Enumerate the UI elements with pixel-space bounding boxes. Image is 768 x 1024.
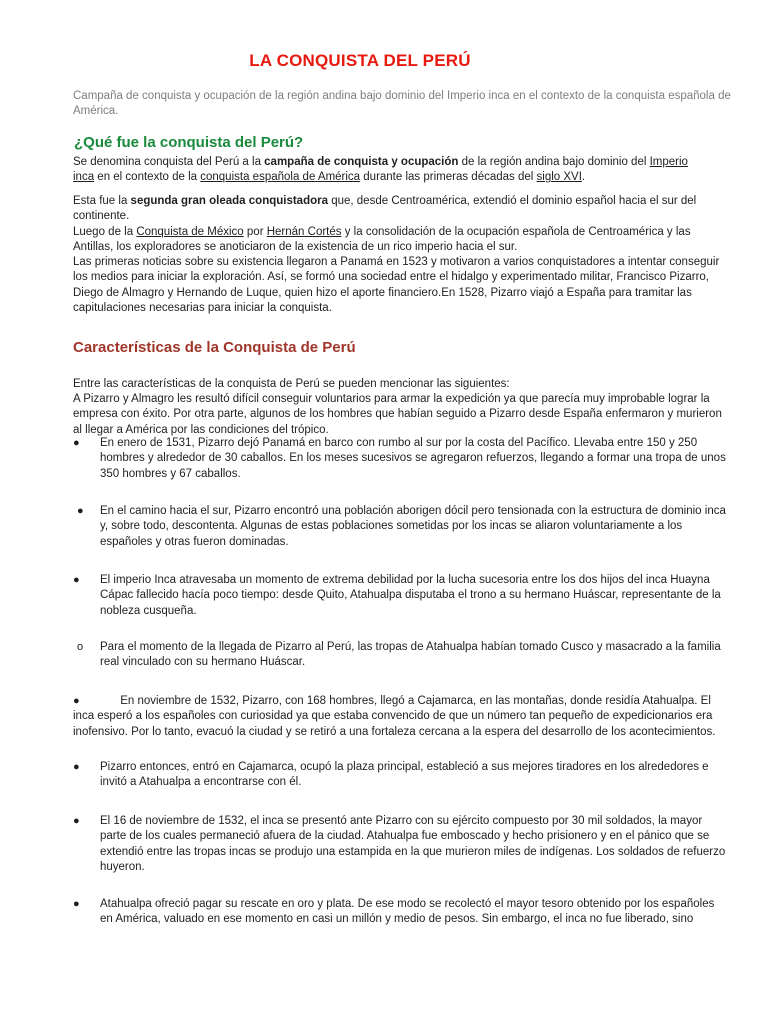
section-heading-what-was: ¿Qué fue la conquista del Perú?	[74, 134, 304, 151]
paragraph-after-mexico: Luego de la Conquista de México por Hernán Cortés y la consolidación de la ocupación española de Centroamérica y las Antillas, los exploradores se anoticiaron de la existencia de un rico imperio hacia el sur.	[73, 226, 691, 254]
section-heading-characteristics: Características de la Conquista de Perú	[73, 339, 356, 356]
bold-phrase: segunda gran oleada conquistadora	[130, 195, 329, 207]
bullet-icon: ●	[73, 898, 80, 910]
link-imperio-inca-2[interactable]: inca	[73, 171, 95, 184]
paragraph-first-news: Las primeras noticias sobre su existencia llegaron a Panamá en 1523 y motivaron a varios conquistadores a intentar conseguir los medios para iniciar la exploración. Así, se formó una sociedad entre el hidalgo y experimentado militar, Francisco Pizarro, Diego de Almagro y Hernando de Luque, quien hizo el aporte financiero.En 1528, Pizarro viajó a España para tramitar las capitulaciones necesarias para iniciar la conquista.	[73, 256, 720, 314]
link-imperio-inca[interactable]: Imperio	[649, 156, 688, 168]
bullet-icon: ●	[73, 761, 80, 773]
bullet-icon: ●	[77, 505, 84, 517]
characteristics-intro: Entre las características de la conquista de Perú se pueden mencionar las siguientes:	[73, 378, 510, 390]
bullet-circle-icon: o	[77, 641, 84, 653]
bullet-icon: ●	[73, 574, 80, 586]
document-subtitle: Campaña de conquista y ocupación de la región andina bajo dominio del Imperio inca en el contexto de la conquista española de América.	[73, 90, 731, 117]
document-page: LA CONQUISTA DEL PERÚ Campaña de conquista y ocupación de la región andina bajo dominio del Imperio inca en el contexto de la conquista española de América. ¿Qué fue la conquista del Perú? Se denomina conquista del Perú a la campaña de conquista y ocupación de la región andina bajo dominio del Imperio inca en el contexto de la conquista española de América durante las primeras décadas del siglo XVI. Esta fue la segunda gran oleada conquistadora que, desde Centroamérica, extendió el dominio español hacia el sur del continente. Luego de la Conquista de México por Hernán Cortés y la consolidación de la ocupación española de Centroamérica y las Antillas, los exploradores se anoticiaron de la existencia de un rico imperio hacia el sur. Las primeras noticias sobre su existencia llegaron a Panamá en 1523 y motivaron a varios conquistadores a intentar conseguir los medios para iniciar la exploración. Así, se formó una sociedad entre el hidalgo y experimentado militar, Francisco Pizarro, Diego de Almagro y Hernando de Luque, quien hizo el aporte financiero.En 1528, Pizarro viajó a España para tramitar las capitulaciones necesarias para iniciar la conquista. Características de la Conquista de Perú Entre las características de la conquista de Perú se pueden mencionar las siguientes: A Pizarro y Almagro les resultó difícil conseguir voluntarios para armar la expedición ya que parecía muy improbable lograr la empresa con éxito. Por otra parte, algunos de los hombres que habían seguido a Pizarro desde España enfermaron y murieron al llegar a América por las condiciones del trópico. ● En enero de 1531, Pizarro dejó Panamá en barco con rumbo al sur por la costa del Pacífico. Llevaba entre 150 y 250 hombres y alrededor de 30 caballos. En los meses sucesivos se agregaron refuerzos, llegando a formar una tropa de unos 350 hombres y 67 caballos. ● En el camino hacia el sur, Pizarro encontró una población aborigen dócil pero tensionada con la estructura de dominio inca y, sobre todo, descontenta. Algunas de estas poblaciones sometidas por los incas se aliaron voluntariamente a los españoles y otras fueron dominadas. ● El imperio Inca atravesaba un momento de extrema debilidad por la lucha sucesoria entre los dos hijos del inca Huayna Cápac fallecido hacía poco tiempo: desde Quito, Atahualpa disputaba el trono a su hermano Huáscar, representante de la nobleza cusqueña. o Para el momento de la llegada de Pizarro al Perú, las tropas de Atahualpa habían tomado Cusco y masacrado a la familia real vinculado con su hermano Huáscar. ● En noviembre de 1532, Pizarro, con 168 hombres, llegó a Cajamarca, en las montañas, donde residía Atahualpa. El inca esperó a los españoles con curiosidad ya que estaba convencido de que un número tan pequeño de expedicionarios era inofensivo. Por lo tanto, evacuó la ciudad y se retiró a una fortaleza cercana a la espera del desarrollo de los acontecimientos. ● Pizarro entonces, entró en Cajamarca, ocupó la plaza principal, estableció a sus mejores tiradores en los alrededores e invitó a Atahualpa a encontrarse con él. ● El 16 de noviembre de 1532, el inca se presentó ante Pizarro con su ejército compuesto por 30 mil soldados, la mayor parte de los cuales permaneció afuera de la ciudad. Atahualpa fue emboscado y hecho prisionero y en el pánico que se extendió entre las tropas incas se produjo una estampida en la que murieron miles de indígenas. Los soldados de refuerzo huyeron. ● Atahualpa ofreció pagar su rescate en oro y plata. De ese modo se recolectó el mayor tesoro obtenido por los españoles en América, valuado en ese momento en casi un millón y medio de pesos. Sin embargo, el inca no fue liberado, sino	[0, 0, 768, 1024]
link-conquista-mexico[interactable]: Conquista de México	[136, 226, 244, 238]
link-hernan-cortes[interactable]: Hernán Cortés	[266, 226, 342, 238]
bullet-icon: ●	[73, 695, 80, 707]
paragraph-definition: Se denomina conquista del Perú a la campaña de conquista y ocupación de la región andina bajo dominio del Imperio inca en el contexto de la conquista española de América durante las primeras décadas del siglo XVI.	[73, 156, 688, 184]
bullet-icon: ●	[73, 437, 80, 449]
bullet-icon: ●	[73, 815, 80, 827]
link-siglo-xvi[interactable]: siglo XVI	[536, 171, 582, 184]
bold-phrase: campaña de conquista y ocupación	[264, 156, 459, 168]
characteristics-volunteers: A Pizarro y Almagro les resultó difícil conseguir voluntarios para armar la expedición ya que parecía muy improbable lograr la empresa con éxito. Por otra parte, algunos de los hombres que habían seguido a Pizarro desde España enfermaron y murieron al llegar a América por las condiciones del trópico.	[73, 393, 722, 436]
link-conquista-espanola[interactable]: conquista española de América	[200, 171, 361, 184]
paragraph-second-wave: Esta fue la segunda gran oleada conquistadora que, desde Centroamérica, extendió el dominio español hacia el sur del continente.	[73, 195, 697, 223]
document-title: LA CONQUISTA DEL PERÚ	[249, 51, 471, 70]
